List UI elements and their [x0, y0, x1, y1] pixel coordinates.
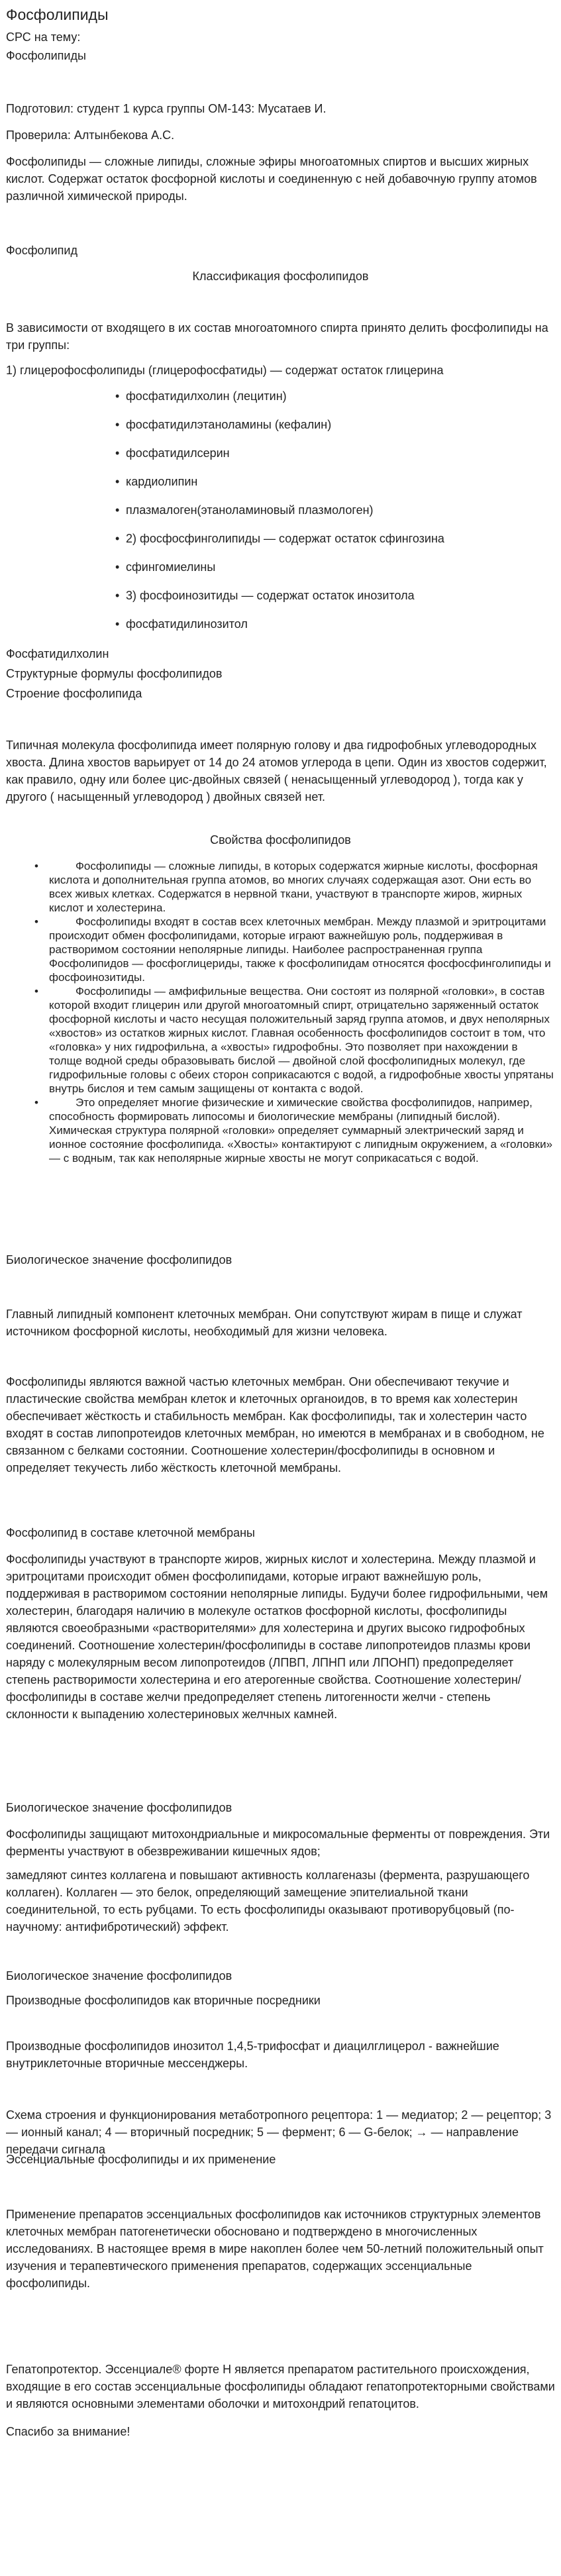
- bio-significance-title-2: Биологическое значение фосфолипидов: [6, 1801, 232, 1814]
- bullet-item: • кардиолипин: [126, 473, 197, 490]
- bio-paragraph-2: Фосфолипиды являются важной частью клеточных мембран. Они обеспечивают текучие и пластические свойства мембран клеток и клеточных органоидов, в то время как холестерин обеспечивает жёсткость и стабильность мембран. Как фосфолипиды, так и холестерин часто входят в состав липопротеидов клеточных мембран, но имеются в мембранах и в свободном, не связанном с белками состоянии. Соотношение холестерин/фосфолипиды в основном и определяет текучесть либо жёсткость клеточной мембраны.: [6, 1375, 544, 1474]
- group-1: 1) глицерофосфолипиды (глицерофосфатиды) — содержат остаток глицерина: [6, 364, 444, 377]
- properties-list: [34, 859, 554, 1165]
- phospholipid-label: Фосфолипид: [6, 244, 77, 257]
- bullet-item: • 3) фосфоинозитиды — содержат остаток инозитола: [126, 587, 415, 604]
- bio-paragraph-4: замедляют синтез коллагена и повышают активность коллагеназы (фермента, разрушающего коллаген). Коллаген — это белок, определяющий замещение эпителиальной ткани соединительной, то есть рубцами. То есть фосфолипиды оказывают противорубцовый (по-научному: антифибротический) эффект.: [6, 1869, 530, 1933]
- bio-paragraph-3: Фосфолипиды защищают митохондриальные и микросомальные ферменты от повреждения. Эти ферменты участвуют в обезвреживании кишечных ядов;: [6, 1828, 550, 1858]
- bullet-item: • фосфатидилсерин: [126, 444, 230, 462]
- bullet-item: • 2) фосфосфинголипиды — содержат остаток сфингозина: [126, 530, 444, 547]
- properties-title: Свойства фосфолипидов: [210, 833, 351, 847]
- thanks-text: Спасибо за внимание!: [6, 2425, 130, 2438]
- property-item: • Это определяет многие физические и химические свойства фосфолипидов, например, способность формировать липосомы и биологические мембраны (липидный бислой). Химическая структура полярной «головки» определяет суммарный электрический заряд и ионное состояние фосфолипида. «Хвосты» контактируют с липидным окружением, а «головки» — с водным, так как неполярные жирные хвосты не могут соприкасаться с водой.: [34, 1096, 553, 1164]
- membrane-paragraph: Фосфолипиды участвуют в транспорте жиров, жирных кислот и холестерина. Между плазмой и эритроцитами происходит обмен фосфолипидами, которые играют важнейшую роль, поддерживая в растворимом состоянии неполярные липиды. Будучи более гидрофильными, чем холестерин, благодаря наличию в молекуле остатков фосфорной кислоты, фосфолипиды являются своеобразными «растворителями» для холестерина и других высоко гидрофобных соединений. Соотношение холестерин/фосфолипиды в составе липопротеидов плазмы крови наряду с молекулярным весом липопротеидов (ЛПВП, ЛПНП или ЛПОНП) предопределяет степень растворимости холестерина и его атерогенные свойства. Соотношение холестерин/фосфолипиды в составе желчи предопределяет степень литогенности желчи - степень склонности к выпадению холестериновых желчных камней.: [6, 1553, 548, 1721]
- bullet-item: • сфингомиелины: [126, 558, 215, 576]
- srs-label: СРС на тему:: [6, 30, 81, 44]
- intro-paragraph: Фосфолипиды — сложные липиды, сложные эфиры многоатомных спиртов и высших жирных кислот. Содержат остаток фосфорной кислоты и соединенную с ней добавочную группу атомов различной химической природы.: [6, 155, 537, 203]
- classification-intro: В зависимости от входящего в их состав многоатомного спирта принято делить фосфолипиды на три группы:: [6, 321, 548, 352]
- bio-significance-title-1: Биологическое значение фосфолипидов: [6, 1253, 232, 1266]
- hepatoprotector-paragraph: Гепатопротектор. Эссенциале® форте Н является препаратом растительного происхождения, входящие в его состав эссенциальные фосфолипиды обладают гепатопротекторными свойствами и являются основными элементами оболочки и митохондрий гепатоцитов.: [6, 2363, 555, 2410]
- bullet-item: • фосфатидилинозитол: [126, 615, 248, 633]
- essential-title: Эссенциальные фосфолипиды и их применение: [6, 2153, 276, 2166]
- classification-title: Классификация фосфолипидов: [192, 270, 369, 283]
- structural-formulas-label: Структурные формулы фосфолипидов: [6, 667, 223, 680]
- typical-molecule-paragraph: Типичная молекула фосфолипида имеет полярную голову и два гидрофобных углеводородных хвоста. Длина хвостов варьирует от 14 до 24 атомов углерода в цепи. Один из хвостов содержит, как правило, одну или более цис-двойных связей ( ненасыщенный углеводород ), тогда как у другого ( насыщенный углеводород ) двойных связей нет.: [6, 739, 547, 803]
- bio-significance-title-3: Биологическое значение фосфолипидов: [6, 1969, 232, 1983]
- bullet-item: • фосфатидилэтаноламины (кефалин): [126, 416, 331, 433]
- property-item: • Фосфолипиды входят в состав всех клеточных мембран. Между плазмой и эритроцитами происходит обмен фосфолипидами, которые играют важнейшую роль, поддерживая в растворимом состоянии неполярные липиды. Наиболее распространенная группа Фосфолипидов — фосфоглицериды, также к фосфолипидам относятся фосфосфинголипиды и фосфоинозитиды.: [34, 915, 551, 984]
- second-messengers-paragraph: Производные фосфолипидов инозитол 1,4,5-трифосфат и диацилглицерол - важнейшие внутриклеточные вторичные мессенджеры.: [6, 2039, 499, 2070]
- property-item: • Фосфолипиды — амфифильные вещества. Они состоят из полярной «головки», в состав которой входит глицерин или другой многоатомный спирт, отрицательно заряженный остаток фосфорной кислоты и часто несущая положительный заряд группа атомов, и двух неполярных «хвостов» из остатков жирных кислот. Главная особенность фосфолипидов состоит в том, что «головка» у них гидрофильна, а «хвосты» гидрофобны. Это позволяет при нахождении в толще водной среды образовывать бислой — двойной слой фосфолипидных молекул, где гидрофильные головы с обеих сторон соприкасаются с водой, а гидрофобные хвосты упрятаны внутрь бислоя и тем самым защищены от контакта с водой.: [34, 985, 554, 1095]
- bullet-item: • плазмалоген(этаноламиновый плазмологен): [126, 501, 374, 519]
- prepared-by: Подготовил: студент 1 курса группы ОМ-143: Мусатаев И.: [6, 102, 327, 115]
- second-messengers-subtitle: Производные фосфолипидов как вторичные посредники: [6, 1994, 321, 2007]
- property-item: • Фосфолипиды — сложные липиды, в которых содержатся жирные кислоты, фосфорная кислота и дополнительная группа атомов, во многих случаях содержащая азот. Они есть во всех живых клетках. Содержатся в нервной ткани, участвуют в транспорте жиров, жирных кислот и холестерина.: [34, 860, 538, 914]
- checked-by: Проверила: Алтынбекова А.С.: [6, 129, 175, 142]
- membrane-title: Фосфолипид в составе клеточной мембраны: [6, 1526, 255, 1539]
- essential-paragraph: Применение препаратов эссенциальных фосфолипидов как источников структурных элементов клеточных мембран патогенетически обосновано и подтверждено в многочисленных исследованиях. В настоящее время в мире накоплен более чем 50-летний положительный опыт изучения и терапевтического применения препаратов, содержащих эссенциальные фосфолипиды.: [6, 2208, 544, 2290]
- bio-paragraph-1: Главный липидный компонент клеточных мембран. Они сопутствуют жирам в пище и служат источником фосфорной кислоты, необходимый для жизни человека.: [6, 1308, 523, 1338]
- structure-label: Строение фосфолипида: [6, 687, 142, 700]
- receptor-scheme-caption: Схема строения и функционирования метаботропного рецептора: 1 — медиатор; 2 — рецептор; 3 — ионный канал; 4 — вторичный посредник; 5 — фермент; 6 — G-белок; → — направление передачи сигнала: [6, 2108, 552, 2156]
- bullet-item: • фосфатидилхолин (лецитин): [126, 387, 287, 405]
- topic-label: Фосфолипиды: [6, 49, 86, 62]
- page-title: Фосфолипиды: [6, 6, 109, 23]
- pc-label: Фосфатидилхолин: [6, 647, 109, 660]
